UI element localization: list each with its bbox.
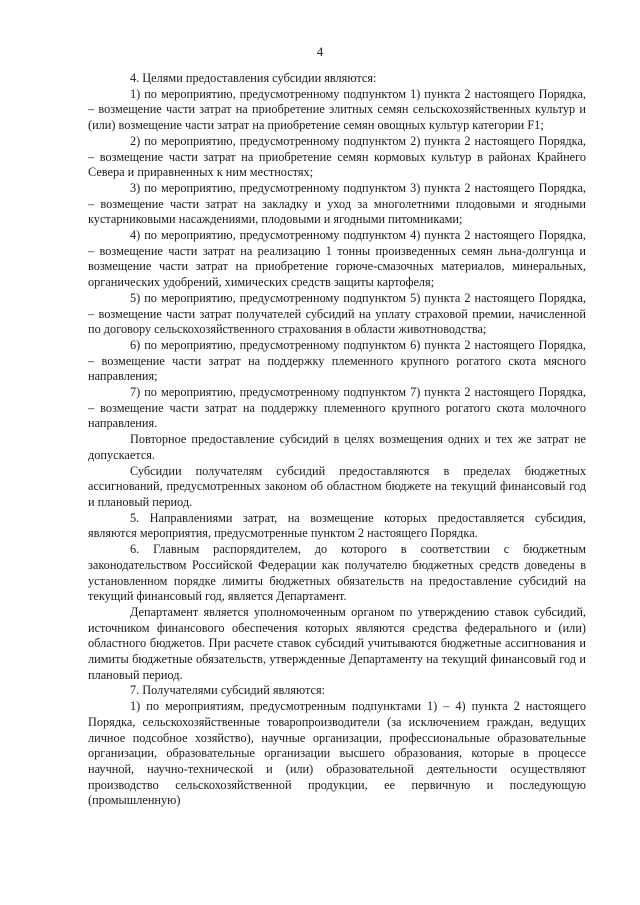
paragraph-goals-heading: 4. Целями предоставления субсидии являются: [130,71,377,85]
paragraph-goal-7: 7) по мероприятию, предусмотренному подпунктом 7) пункта 2 настоящего Порядка, – возмещение части затрат на поддержку племенного крупного рогатого скота молочного направления. [88,385,586,431]
paragraph-recipients-1: 1) по мероприятиям, предусмотренным подпунктами 1) – 4) пункта 2 настоящего Порядка, сельскохозяйственные товаропроизводители (за исключением граждан, ведущих личное подсобное хозяйство), научные организации, профессиональные образовательные организации, образовательные организации высшего образования, которые в процессе научной, научно-технической и (или) образовательной деятельности осуществляют производство сельскохозяйственной продукции, ее первичную и последующую (промышленную) [88,699,586,808]
paragraph-goal-1: 1) по мероприятию, предусмотренному подпунктом 1) пункта 2 настоящего Порядка, – возмещение части затрат на приобретение элитных семян сельскохозяйственных культур и (или) возмещение части затрат на приобретение семян овощных культур категории F1; [88,86,586,133]
paragraph-goal-5: 5) по мероприятию, предусмотренному подпунктом 5) пункта 2 настоящего Порядка, – возмещение части затрат получателей субсидий на уплату страховой премии, начисленной по договору сельскохозяйственного страхования в области животноводства; [88,290,586,337]
paragraph-goal-6: 6) по мероприятию, предусмотренному подпунктом 6) пункта 2 настоящего Порядка, – возмещение части затрат на поддержку племенного крупного рогатого скота мясного направления; [88,337,586,384]
paragraph-goal-2: 2) по мероприятию, предусмотренному подпунктом 2) пункта 2 настоящего Порядка, – возмещение части затрат на приобретение семян кормовых культур в районах Крайнего Севера и приравненных к ним местностях; [88,133,586,180]
page-number: 4 [316,44,324,59]
paragraph-budget-limits: Субсидии получателям субсидий предоставляются в пределах бюджетных ассигнований, предусмотренных законом об областном бюджете на текущий финансовый год и плановый период. [88,463,586,509]
document-body [88,71,586,809]
paragraph-no-repeat: Повторное предоставление субсидий в целях возмещения одних и тех же затрат не допускается. [88,432,586,462]
paragraph-goal-3: 3) по мероприятию, предусмотренному подпунктом 3) пункта 2 настоящего Порядка, – возмещение части затрат на закладку и уход за многолетними плодовыми и ягодными кустарниковыми насаждениями, плодовыми и ягодными питомниками; [88,180,586,227]
paragraph-department: Департамент является уполномоченным органом по утверждению ставок субсидий, источником финансового обеспечения которых являются средства федерального и (или) областного бюджетов. При расчете ставок субсидий учитываются бюджетные ассигнования и лимиты бюджетные обязательств, утвержденные Департаменту на текущий финансовый год и плановый период. [88,604,586,682]
paragraph-goal-4: 4) по мероприятию, предусмотренному подпунктом 4) пункта 2 настоящего Порядка, – возмещение части затрат на реализацию 1 тонны произведенных семян льна-долгунца и возмещение части затрат на приобретение горюче-смазочных материалов, минеральных, органических удобрений, химических средств защиты картофеля; [88,228,586,290]
paragraph-section-6: 6. Главным распорядителем, до которого в соответствии с бюджетным законодательством Российской Федерации как получателю бюджетных средств доведены в установленном порядке лимиты бюджетных обязательств на предоставление субсидий на текущий финансовый год, является Департамент. [88,542,586,604]
paragraph-recipients-heading: 7. Получателями субсидий являются: [130,683,326,698]
paragraph-section-5: 5. Направлениями затрат, на возмещение которых предоставляется субсидия, являются мероприятия, предусмотренные пунктом 2 настоящего Порядка. [88,510,586,541]
